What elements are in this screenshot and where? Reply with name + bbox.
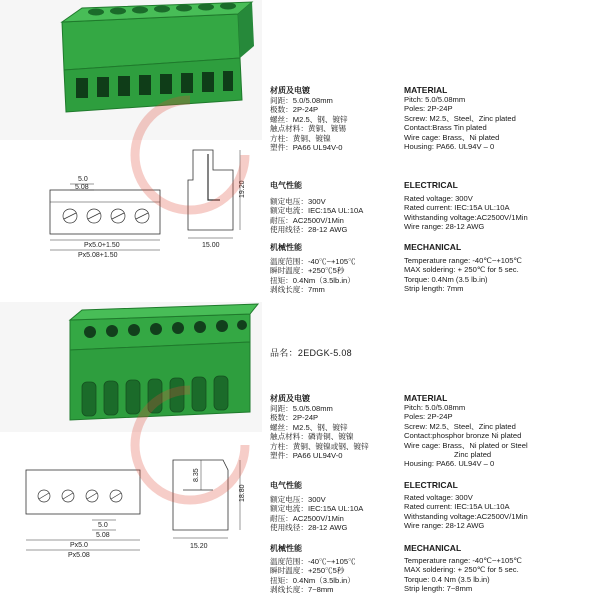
spec-line: 塑件：PA66 UL94V-0 [270,451,343,461]
depth-label: 15.00 [202,242,220,249]
spec-line: 剥线长度：7~8mm [270,585,334,595]
spec-line: 螺丝：M2.5、钢、镀锌 [270,114,348,124]
spec-line: 额定电压：300V [270,197,326,206]
product2-drawing [8,440,266,570]
spec-line: 瞬时温度：+250℃5秒 [270,566,345,576]
spec-line: 触点材料：黄铜、镀锡 [270,124,346,134]
length-a-label: Px5.0 [70,542,88,549]
product1-cn-electrical [270,180,363,235]
spec-line: Poles: 2P-24P [404,104,453,114]
pitch-a-label: 5.0 [98,522,108,529]
product1-cn-mechanical [270,242,356,295]
spec-line: 额定电流：IEC:15A UL:10A [270,206,364,216]
front-view-outline [26,470,140,514]
product2-cn-electrical [270,480,363,533]
side-view-outline [188,150,233,230]
section-title: ELECTRICAL [404,180,458,190]
spec-line: Housing: PA66. UL94V – 0 [404,459,495,469]
spec-line: 间距：5.0/5.08mm [270,404,333,413]
product2-photo [0,302,262,432]
spec-line: Wire cage: Brass、Ni plated or Steel [404,440,528,450]
section-title: MATERIAL [404,85,448,95]
section-title: 材质及电镀 [270,86,310,95]
spec-line: Wire range: 28-12 AWG [404,222,485,232]
spec-line: Wire cage: Brass、Ni plated [404,132,500,142]
spec-line: Torque: 0.4Nm (3.5 lb.in) [404,274,488,284]
spec-line: 瞬时温度：+250℃5秒 [270,266,345,276]
spec-line: 使用线径：28-12 AWG [270,523,348,533]
spec-line: Poles: 2P-24P [404,412,453,422]
plug-terminal-8p-photo [0,302,262,432]
product2-cn-material [270,393,369,460]
product1-electrical [404,180,528,232]
section-title: MECHANICAL [404,543,462,553]
spec-line: Rated current: IEC:15A UL:10A [404,203,510,213]
pitch-b-label: 5.08 [96,532,110,539]
section-title: MATERIAL [404,393,448,403]
product1-photo [0,0,262,140]
spec-line: Pitch: 5.0/5.08mm [404,95,466,104]
section-title: 电气性能 [270,481,302,490]
inner-height-label: 8.35 [193,468,200,482]
spec-line: 使用线径：28-12 AWG [270,225,348,235]
section-title: 机械性能 [270,243,302,252]
depth-label: 15.20 [190,543,208,550]
product2-model-label: 品名：2EDGK-5.08 [270,348,352,358]
spec-line: 方柱：黄铜、镀镍或钢、镀锌 [270,441,369,451]
spec-line: Screw: M2.5、Steel、Zinc plated [404,421,516,431]
spec-line: Strip length: 7~8mm [404,584,473,594]
spec-line: Withstanding voltage:AC2500V/1Min [404,212,528,222]
spec-line: MAX soldering: + 250℃ for 5 sec. [404,265,519,275]
spec-line: 扭矩：0.4Nm（3.5lb.in） [270,275,355,285]
spec-line: Rated voltage: 300V [404,493,473,502]
product2-electrical [404,480,528,531]
spec-line: 耐压：AC2500V/1Min [270,513,344,523]
spec-line: Wire range: 28-12 AWG [404,521,485,531]
product1-mechanical [404,242,522,294]
spec-line: Zinc plated [454,450,492,460]
spec-line: MAX soldering: + 250℃ for 5 sec. [404,565,519,575]
spec-line: 方柱：黄铜、镀镍 [270,133,331,143]
spec-line: 触点材料：磷青铜、镀镍 [270,432,354,442]
spec-line: 螺丝：M2.5、钢、镀锌 [270,422,348,432]
section-title: 机械性能 [270,544,302,553]
product2-material [404,393,528,469]
height-label: 19.20 [239,180,246,198]
product1-cn-material [270,85,348,152]
spec-line: Strip length: 7mm [404,284,464,294]
spec-line: 剥线长度：7mm [270,285,325,295]
spec-line: 极数：2P-24P [270,413,319,423]
side-view-outline [173,460,228,530]
spec-line: Rated voltage: 300V [404,194,473,203]
front-view-outline [50,190,160,234]
spec-line: Temperature range: -40℃~+105℃ [404,256,522,265]
screw-symbols [38,490,122,502]
section-title: ELECTRICAL [404,480,458,490]
spec-line: 温度范围：-40℃~+105℃ [270,257,356,266]
spec-line: 极数：2P-24P [270,105,319,115]
length-b-label: Px5.08 [68,552,90,559]
spec-line: 温度范围：-40℃~+105℃ [270,557,356,566]
spec-line: Housing: PA66. UL94V – 0 [404,142,495,152]
spec-line: 额定电流：IEC:15A UL:10A [270,504,364,514]
spec-line: Screw: M2.5、Steel、Zinc plated [404,113,516,123]
spec-line: 间距：5.0/5.08mm [270,96,333,105]
spec-line: 塑件：PA66 UL94V-0 [270,143,343,153]
screw-symbols [63,209,149,223]
spec-line: Contact:Brass Tin plated [404,123,487,133]
product2-cn-mechanical [270,543,356,595]
product2-mechanical [404,543,522,594]
section-title: 电气性能 [270,181,302,190]
spec-line: 额定电压：300V [270,495,326,504]
spec-line: Rated current: IEC:15A UL:10A [404,502,510,512]
section-title: MECHANICAL [404,242,462,252]
spec-line: 耐压：AC2500V/1Min [270,215,344,225]
product1-drawing [8,140,266,265]
length-a-label: Px5.0+1.50 [84,242,120,249]
terminal-block-8p-photo [0,0,262,140]
product1-material [404,85,516,151]
spec-line: Temperature range: -40℃~+105℃ [404,556,522,565]
length-b-label: Px5.08+1.50 [78,252,118,259]
section-title: 材质及电镀 [270,394,310,403]
height-label: 18.80 [239,484,246,502]
spec-line: 扭矩：0.4Nm（3.5lb.in） [270,575,355,585]
pitch-b-label: 5.08 [75,184,89,191]
pitch-a-label: 5.0 [78,176,88,183]
spec-line: Pitch: 5.0/5.08mm [404,403,466,412]
spec-line: Torque: 0.4 Nm (3.5 lb.in) [404,574,490,584]
spec-line: Contact:phosphor bronze Ni plated [404,431,522,441]
spec-line: Withstanding voltage:AC2500V/1Min [404,511,528,521]
